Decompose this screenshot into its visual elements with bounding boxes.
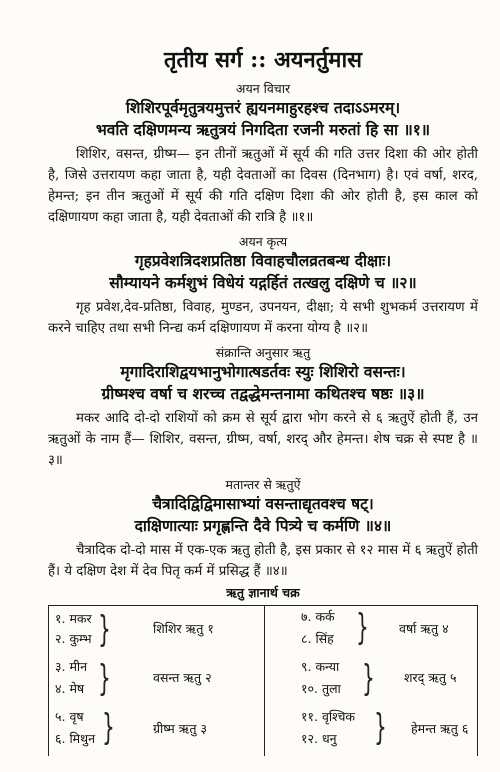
month-cell: ४. मेष xyxy=(55,681,85,696)
brace-icon: } xyxy=(98,658,111,699)
season-cell: वर्षा ऋतु ४ xyxy=(399,621,449,636)
verse-line: शिशिरपूर्वमृतुत्रयमुत्तरं ह्ययनमाहुरहश्च तदाऽऽमरम्। xyxy=(125,98,401,117)
verse-line: चैत्रादिद्विद्विमासाभ्यां वसन्ताद्यृतवश्च षट्। xyxy=(152,494,374,513)
month-cell: ७. कर्क xyxy=(301,609,335,624)
month-cell: १०. तुला xyxy=(301,681,341,696)
commentary: गृह प्रवेश,देव-प्रतिष्ठा, विवाह, मुण्डन, उपनयन, दीक्षा; ये सभी शुभकर्म उत्तरायण में करने चाहिए तथा सभी निन्द्य कर्म दक्षिणायण में करना योग्य है ॥२॥ xyxy=(48,300,478,336)
month-cell: २. कुम्भ xyxy=(55,631,92,646)
section-heading: संक्रान्ति अनुसार ऋतु xyxy=(215,345,311,360)
season-cell: ग्रीष्म ऋतु ३ xyxy=(153,721,207,736)
season-cell: हेमन्त ऋतु ६ xyxy=(411,721,469,736)
commentary: शिशिर, वसन्त, ग्रीष्म— इन तीनों ऋतुओं में सूर्य की गति उत्तर दिशा की ओर होती है, जिसे उत्तरायण कहा जाता है, यही देवताओं का दिवस (दिनभाग) है। एवं वर्षा, शरद, हेमन्त; इन तीन ऋतुओं में सूर्य की गति दक्षिण दिशा की ओर होती है, इस काल को दक्षिणायण कहा जाता है, यही देवताओं की रात्रि है ॥१॥ xyxy=(48,147,478,225)
brace-icon: } xyxy=(362,658,375,699)
verse-line: भवति दक्षिणमन्य ऋतुत्रयं निगदिता रजनी मरुतां हि सा ॥१॥ xyxy=(95,120,431,139)
month-cell: ९. कन्या xyxy=(301,659,340,674)
season-cell: शिशिर ऋतु १ xyxy=(153,621,214,636)
table-divider xyxy=(264,606,265,756)
season-cell: वसन्त ऋतु २ xyxy=(153,670,212,685)
month-cell: ११. वृश्चिक xyxy=(301,709,355,724)
verse-line: ग्रीष्मश्च वर्षा च शरच्च तद्वद्धेमन्तनामा कथितश्च षष्ठः ॥३॥ xyxy=(101,384,425,403)
verse-line: गृहप्रवेशत्रिदशप्रतिष्ठा विवाहचौलव्रतबन्ध दीक्षाः। xyxy=(134,251,392,270)
season-cell: शरद् ऋतु ५ xyxy=(404,670,457,685)
commentary: चैत्रादिक दो-दो मास में एक-एक ऋतु होती है, इस प्रकार से १२ मास में ६ ऋतुऐं होती हैं। ये दक्षिण देश में देव पितृ कर्म में प्रसिद्ध हैं ॥४॥ xyxy=(48,543,478,579)
verse-line: दाक्षिणात्याः प्रगृह्णन्ति दैवे पित्र्ये च कर्मणि ॥४॥ xyxy=(134,516,392,535)
brace-icon: } xyxy=(374,707,387,748)
month-cell: १. मकर xyxy=(55,611,92,626)
month-cell: १२. धनु xyxy=(301,731,337,746)
month-cell: ३. मीन xyxy=(55,659,88,674)
section-heading: अयन विचार xyxy=(235,81,291,96)
month-cell: ८. सिंह xyxy=(301,631,334,646)
verse-line: सौम्यायने कर्मशुभं विधेयं यद्गर्हितं तत्खलु दक्षिणे च ॥२॥ xyxy=(109,273,417,292)
brace-icon: } xyxy=(98,609,111,650)
section-heading: मतान्तर से ऋतुऐं xyxy=(225,477,301,492)
month-cell: ५. वृष xyxy=(55,709,84,724)
chapter-title: तृतीय सर्ग :: अयनर्तुमास xyxy=(163,47,363,73)
brace-icon: } xyxy=(356,607,369,648)
section-heading: अयन कृत्य xyxy=(238,234,288,249)
table-title: ऋतु ज्ञानार्थ चक्र xyxy=(226,585,300,600)
commentary: मकर आदि दो-दो राशियों को क्रम से सूर्य द्वारा भोग करने से ६ ऋतुऐं होती हैं, उन ऋतुओं के नाम हैं— शिशिर, वसन्त, ग्रीष्म, वर्षा, शरद् और हेमन्त। शेष चक्र से स्पष्ट है ॥३॥ xyxy=(48,411,478,468)
season-table xyxy=(48,605,478,756)
brace-icon: } xyxy=(102,707,115,748)
verse-line: मृगादिराशिद्वयभानुभोगात्षडर्तवः स्युः शिशिरो वसन्तः। xyxy=(120,362,406,381)
month-cell: ६. मिथुन xyxy=(55,731,96,746)
